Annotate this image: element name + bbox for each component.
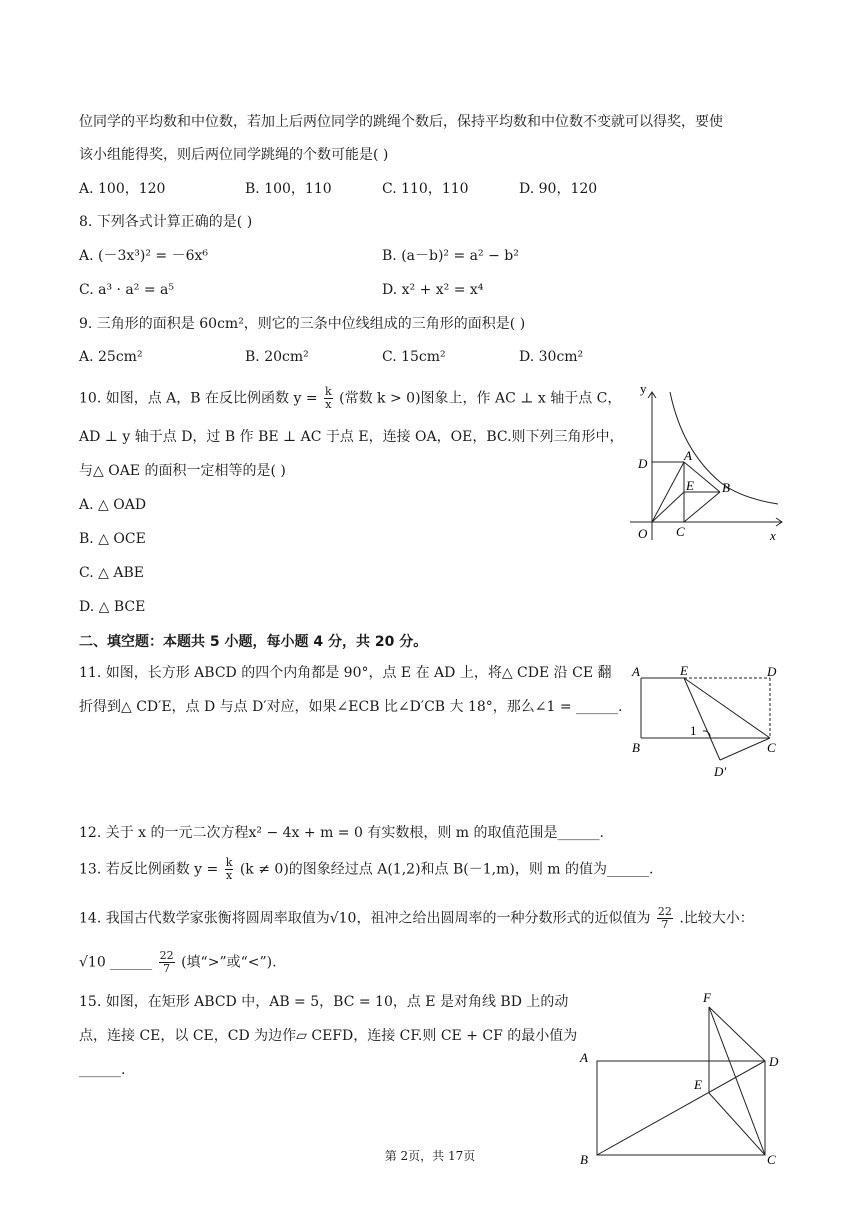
q7-line2: 该小组能得奖，则后两位同学跳绳的个数可能是( ): [79, 147, 389, 163]
q15-fig-label-c: C: [767, 1152, 776, 1167]
q7-option-a: A. 100，120: [79, 181, 166, 197]
q7-line1: 位同学的平均数和中位数，若加上后两位同学的跳绳个数后，保持平均数和中位数不变就可以得奖，要使: [79, 114, 723, 130]
q11-line1: 11. 如图，长方形 ABCD 的四个内角都是 90°，点 E 在 AD 上，将△ CDE 沿 CE 翻: [79, 665, 612, 681]
q12-text: 12. 关于 x 的一元二次方程x² − 4x + m = 0 有实数根，则 m 的取值范围是______.: [79, 825, 604, 841]
section-title-fill-in: 二、填空题：本题共 5 小题，每小题 4 分，共 20 分。: [79, 634, 428, 650]
q10-figure: [620, 378, 790, 548]
q10-frac-num: k: [325, 385, 332, 398]
q10-option-d: D. △ BCE: [79, 599, 146, 615]
q11-line2: 折得到△ CD′E，点 D 与点 D′对应，如果∠ECB 比∠D′CB 大 18°，那么∠1 = ______.: [79, 699, 623, 715]
q15-line3: ______.: [79, 1062, 126, 1078]
q10-option-c: C. △ ABE: [79, 565, 144, 581]
q15-line1: 15. 如图，在矩形 ABCD 中，AB = 5，BC = 10，点 E 是对角线 BD 上的动: [79, 994, 569, 1010]
q10-option-b: B. △ OCE: [79, 531, 146, 547]
q15-fig-label-f: F: [703, 990, 711, 1005]
q14-frac1-den: 7: [661, 918, 669, 931]
q8-stem: 8. 下列各式计算正确的是( ): [79, 214, 253, 230]
q9-option-b: B. 20cm²: [245, 349, 309, 365]
q10-frac-den: x: [325, 398, 332, 411]
q13-a: 13. 若反比例函数 y =: [79, 861, 219, 878]
q11-fig-label-a: A: [632, 664, 640, 679]
q10-fig-label-y: y: [640, 381, 647, 396]
q7-option-b: B. 100，110: [245, 181, 332, 197]
q9-option-a: A. 25cm²: [79, 349, 143, 365]
q11-fig-label-b: B: [632, 740, 640, 755]
q14-c: √10 ______: [79, 954, 153, 971]
q11-fig-label-angle-1: 1: [690, 723, 697, 738]
q9-option-d: D. 30cm²: [519, 349, 584, 365]
q14-frac1-num: 22: [657, 905, 672, 918]
q7-option-c: C. 110，110: [382, 181, 469, 197]
q15-fig-label-e: E: [694, 1077, 702, 1092]
q11-fig-label-d: D: [767, 664, 777, 679]
q11-figure: [628, 660, 788, 782]
q13-frac-num: k: [225, 856, 233, 869]
q9-option-c: C. 15cm²: [382, 349, 446, 365]
q13-line: [79, 857, 653, 882]
q10-line1-a: 10. 如图，点 A，B 在反比例函数 y =: [79, 390, 318, 407]
q10-fig-label-c: C: [676, 524, 685, 539]
q10-line2: AD ⊥ y 轴于点 D，过 B 作 BE ⊥ AC 于点 E，连接 OA，OE，BC.则下列三角形中，: [79, 429, 624, 445]
q8-option-b: B. (a－b)² = a² − b²: [382, 248, 519, 264]
q14-a: 14. 我国古代数学家张衡将圆周率取值为√10，祖冲之给出圆周率的一种分数形式的近似值为: [79, 910, 651, 927]
q13-b: (k ≠ 0)的图象经过点 A(1,2)和点 B(－1,m)，则 m 的值为______.: [239, 861, 654, 878]
q10-fig-label-d: D: [638, 456, 648, 471]
q10-fig-label-b: B: [722, 480, 730, 495]
q8-option-a: A. (－3x³)² = －6x⁶: [79, 248, 209, 264]
q7-option-d: D. 90，120: [519, 181, 598, 197]
q14-line2: [79, 950, 277, 975]
q10-line3: 与△ OAE 的面积一定相等的是( ): [79, 463, 286, 479]
q11-fig-label-e: E: [680, 663, 688, 678]
q11-fig-label-d-prime: D′: [714, 764, 727, 779]
q10-fig-label-x: x: [770, 528, 776, 543]
page-footer: 第 2页，共 17页: [384, 1149, 476, 1163]
q14-d: (填“>”或“<”).: [181, 954, 277, 971]
q10-option-a: A. △ OAD: [79, 497, 147, 513]
q8-option-d: D. x² + x² = x⁴: [382, 282, 484, 298]
q10-fig-label-e: E: [686, 478, 694, 493]
q14-b: .比较大小：: [679, 910, 754, 927]
q10-line1-b: (常数 k > 0)图象上，作 AC ⊥ x 轴于点 C，: [339, 390, 622, 407]
q15-fig-label-b: B: [580, 1152, 588, 1167]
q14-frac2-den: 7: [163, 962, 171, 975]
q10-fig-label-o: O: [638, 526, 648, 541]
q15-fig-label-a: A: [580, 1050, 588, 1065]
q10-fig-label-a: A: [684, 448, 692, 463]
q8-option-c: C. a³ · a² = a⁵: [79, 282, 174, 298]
q11-fig-label-c: C: [767, 740, 776, 755]
q9-stem: 9. 三角形的面积是 60cm²，则它的三条中位线组成的三角形的面积是( ): [79, 316, 526, 332]
q14-line1: [79, 906, 754, 931]
q13-frac-den: x: [225, 869, 233, 882]
q15-figure: [576, 988, 786, 1168]
q14-frac2-num: 22: [159, 949, 174, 962]
q15-line2: 点，连接 CE，以 CE，CD 为边作▱ CEFD，连接 CF.则 CE + CF 的最小值为: [79, 1028, 578, 1044]
q10-line1: [79, 386, 621, 411]
q15-fig-label-d: D: [769, 1054, 779, 1069]
